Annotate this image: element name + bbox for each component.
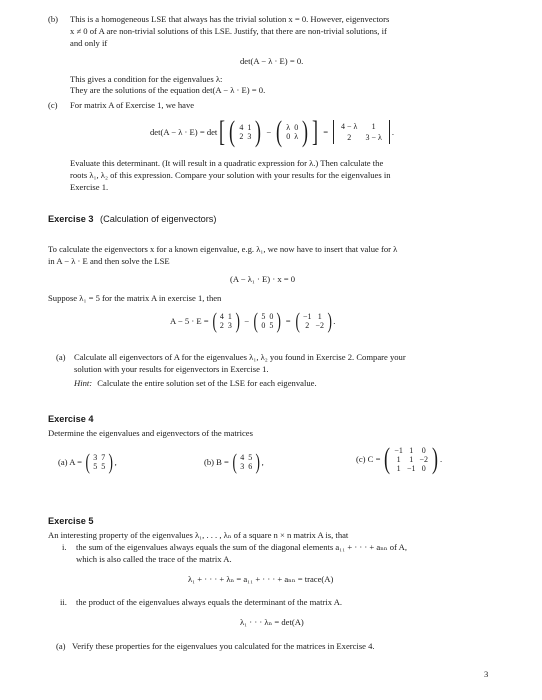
exercise4-title: Exercise 4: [48, 414, 94, 424]
matrix-entry: λ: [294, 132, 299, 141]
part-c-label: (c): [48, 100, 58, 110]
matrix-entry: 4 − λ: [341, 122, 358, 131]
matrix-entry: 6: [248, 462, 253, 471]
exercise5-i-label: i.: [62, 542, 67, 552]
exercise3-a-line2: solution with your results for eigenvectors in Exercise 1.: [74, 364, 269, 374]
matrix-entry: 5: [269, 321, 274, 330]
matrix-entry: 3: [227, 321, 232, 330]
matrix-5E: ( 5 0 0 5 ): [253, 308, 282, 333]
matrix-entry: 2: [347, 133, 352, 142]
exercise5-ii-equation: λ₁ · · · λₙ = det(A): [240, 617, 304, 627]
matrix-entry: −2: [419, 454, 428, 464]
exercise3-line1: To calculate the eigenvectors x for a known eigenvalue, e.g. λ₁, we now have to insert that value for λ: [48, 244, 398, 254]
part-b-equation: det(A − λ · E) = 0.: [240, 56, 304, 66]
matrix-entry: −2: [315, 321, 324, 330]
exercise3-a-label: (a): [56, 352, 66, 362]
exercise5-ii-label: ii.: [60, 597, 67, 607]
matrix-entry: 1: [396, 454, 401, 464]
part-c-line2: roots λ₁, λ₂ of this expression. Compare your solution with your results for the eigenvalues in: [70, 170, 391, 180]
matrix-entry: 1: [409, 445, 414, 455]
matrix-b-label: (b) B =: [204, 457, 229, 467]
matrix-entry: 3: [240, 462, 245, 471]
part-c-intro: For matrix A of Exercise 1, we have: [70, 100, 195, 110]
exercise5-i-line2: which is also called the trace of the matrix A.: [76, 554, 232, 564]
determinant-matrix: [333, 120, 390, 144]
exercise5-line1: An interesting property of the eigenvalues λ₁, . . . , λₙ of a square n × n matrix A is, that: [48, 530, 349, 540]
matrix-entry: 2: [305, 321, 310, 330]
matrix-lambda-E: ( λ 0 0 λ ): [276, 115, 309, 148]
exercise3-matrix-equation: A − 5 · E = ( 4 1 2 3 ) − ( 5 0 0 5 ) = ( −1 1 2 −2 ) .: [170, 308, 336, 333]
part-b-line3: and only if: [70, 38, 108, 48]
matrix-entry: 3 − λ: [365, 133, 382, 142]
matrix-c-label: (c) C =: [356, 454, 381, 464]
matrix-entry: λ: [286, 123, 291, 132]
exercise3-heading: [48, 214, 216, 224]
matrix-entry: 1: [396, 463, 401, 473]
matrix-entry: −1: [406, 463, 416, 473]
matrix-entry: 0: [421, 463, 426, 473]
matrix-entry: 0: [421, 445, 426, 455]
page-number: 3: [484, 669, 489, 679]
matrix-entry: 0: [269, 312, 274, 321]
matrix-entry: 5: [93, 462, 98, 471]
part-b-line1: This is a homogeneous LSE that always has the trivial solution x = 0. However, eigenvectors: [70, 14, 390, 24]
matrix-A: ( 4 1 2 3 ): [229, 115, 262, 148]
exercise3-hint: [74, 378, 317, 389]
exercise5-a-label: (a): [56, 641, 66, 651]
exercise5-a-text: Verify these properties for the eigenvalues you calculated for the matrices in Exercise 4.: [72, 641, 375, 651]
exercise4-text: Determine the eigenvalues and eigenvectors of the matrices: [48, 428, 253, 438]
part-b-line4: This gives a condition for the eigenvalues λ:: [70, 74, 223, 84]
exercise4-matrix-b: (b) B = ( 4 5 3 6 ) ,: [204, 449, 264, 474]
matrix-entry: 2: [239, 132, 244, 141]
matrix-entry: 5: [248, 453, 253, 462]
matrix-entry: 1: [371, 122, 376, 131]
matrix-result: ( −1 1 2 −2 ): [295, 308, 332, 333]
part-c-eq-lhs: det(A − λ · E) = det: [150, 127, 218, 137]
exercise3-subtitle: (Calculation of eigenvectors): [100, 214, 217, 224]
exercise3-line2: in A − λ · E and then solve the LSE: [48, 256, 170, 266]
matrix-entry: −1: [394, 445, 403, 455]
part-b-line2: x ≠ 0 of A are non-trivial solutions of this LSE. Justify, that there are non-trivial solutions, if: [70, 26, 387, 36]
matrix-entry: 1: [409, 454, 414, 464]
part-c-determinant-equation: det(A − λ · E) = det [ ( 4 1 2 3 ) − ( λ 0 0 λ ) ] = 4 − λ 1 2 3 − λ .: [150, 115, 394, 148]
matrix-entry: 3: [93, 453, 98, 462]
exercise5-i-line1: the sum of the eigenvalues always equals the sum of the diagonal elements a₁₁ + · · · + aₙₙ of A,: [76, 542, 407, 552]
matrix-entry: 3: [247, 132, 252, 141]
matrix-entry: 4: [239, 123, 244, 132]
outer-bracket: [ ( 4 1 2 3 ) − ( λ 0 0 λ ) ]: [219, 115, 319, 148]
exercise3-suppose: Suppose λ₁ = 5 for the matrix A in exercise 1, then: [48, 293, 222, 303]
matrix-entry: 1: [317, 312, 322, 321]
exercise3-title: Exercise 3: [48, 214, 94, 224]
matrix-a-label: (a) A =: [58, 457, 82, 467]
matrix-entry: 2: [219, 321, 224, 330]
exercise3-eq-lhs: A − 5 · E =: [170, 316, 209, 326]
part-b-line5: They are the solutions of the equation det(A − λ · E) = 0.: [70, 85, 266, 95]
matrix-entry: 5: [261, 312, 266, 321]
exercise3-equation: (A − λ₁ · E) · x = 0: [230, 274, 296, 284]
exercise4-matrix-c: (c) C = ( −1 1 0 1 1 −2 1 −1 0 ) .: [356, 442, 443, 475]
part-c-line1: Evaluate this determinant. (It will result in a quadratic expression for λ.) Then calculate the: [70, 158, 384, 168]
exercise4-matrix-a: (a) A = ( 3 7 5 5 ) ,: [58, 449, 117, 474]
exercise5-ii-line1: the product of the eigenvalues always equals the determinant of the matrix A.: [76, 597, 343, 607]
matrix-entry: 0: [286, 132, 291, 141]
exercise5-i-equation: λ₁ + · · · + λₙ = a₁₁ + · · · + aₙₙ = trace(A): [188, 574, 334, 584]
matrix-entry: 4: [219, 312, 224, 321]
matrix-entry: 7: [101, 453, 106, 462]
matrix-entry: 0: [261, 321, 266, 330]
matrix-entry: 1: [247, 123, 252, 132]
matrix-entry: 1: [227, 312, 232, 321]
matrix-A: ( 4 1 2 3 ): [212, 308, 240, 333]
part-c-line3: Exercise 1.: [70, 182, 109, 192]
part-b-label: (b): [48, 14, 59, 24]
matrix-entry: −1: [302, 312, 312, 321]
matrix-entry: 0: [294, 123, 299, 132]
hint-label: Hint:: [74, 378, 93, 388]
matrix-entry: 4: [240, 453, 245, 462]
exercise5-title: Exercise 5: [48, 516, 94, 526]
exercise3-a-line1: Calculate all eigenvectors of A for the eigenvalues λ₁, λ₂ you found in Exercise 2. Compare your: [74, 352, 406, 362]
hint-text: Calculate the entire solution set of the LSE for each eigenvalue.: [97, 378, 317, 388]
matrix-entry: 5: [101, 462, 106, 471]
